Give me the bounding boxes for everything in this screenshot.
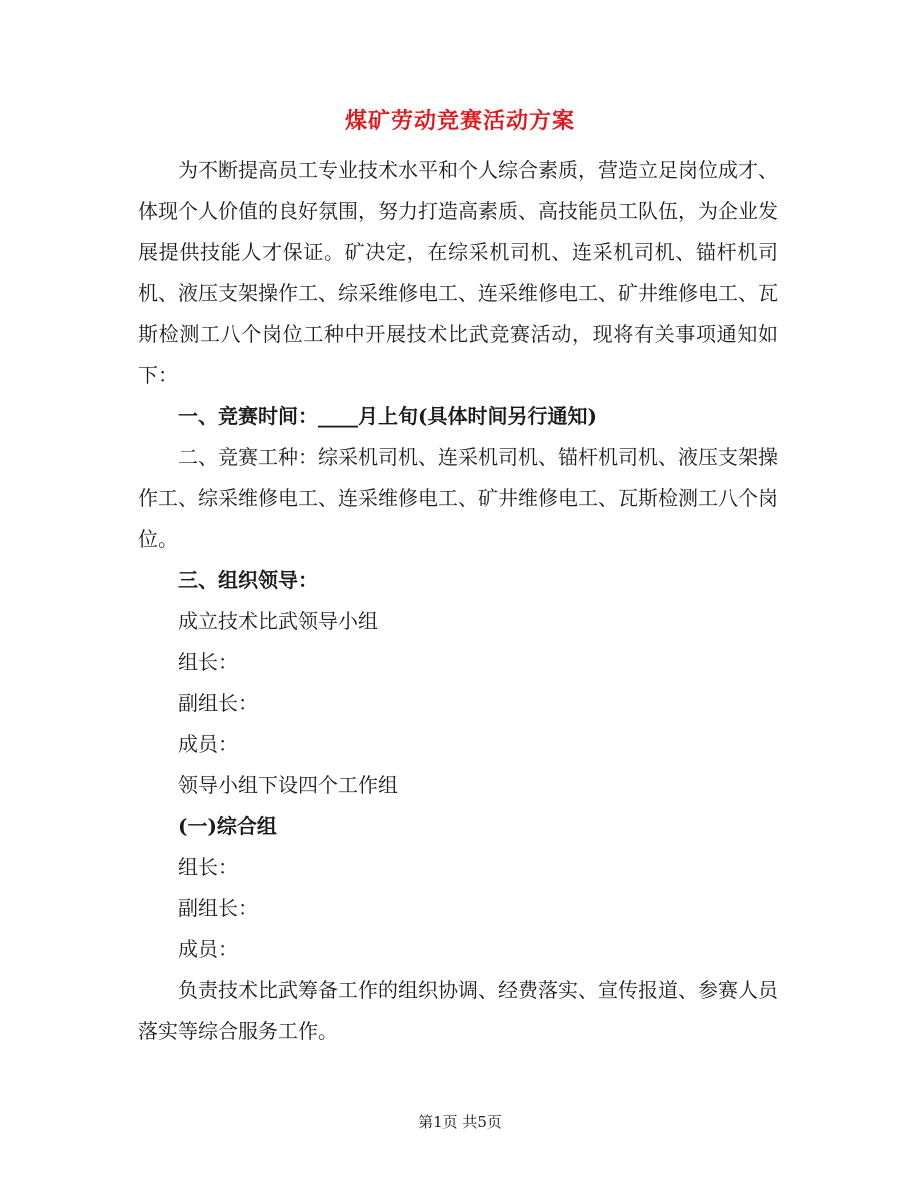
group1-heading: (一)综合组 (178, 814, 277, 838)
leading-group-line: 成立技术比武领导小组 (178, 609, 378, 633)
intro-paragraph: 为不断提高员工专业技术水平和个人综合素质，营造立足岗位成才、体现个人价值的良好氛围，努力打造高素质、高技能员工队伍，为企业发展提供技能人才保证。矿决定，在综采机司机、连采机司机、锚杆机司机、液压支架操作工、综采维修电工、连采维修电工、矿井维修电工、瓦斯检测工八个岗位工种中开展技术比武竞赛活动，现将有关事项通知如下： (138, 158, 778, 387)
work-groups-line: 领导小组下设四个工作组 (178, 773, 398, 797)
document-body (138, 150, 778, 1052)
page-number-footer: 第1页 共5页 (418, 1113, 502, 1131)
group1-deputy-line: 副组长： (178, 896, 258, 920)
group1-members-line: 成员： (178, 937, 238, 961)
deputy-leader-line: 副组长： (178, 691, 258, 715)
section-organization: 三、组织领导： (178, 568, 318, 592)
document-title: 煤矿劳动竞赛活动方案 (344, 108, 575, 134)
section-competition-time: 一、竞赛时间：____月上旬(具体时间另行通知) (178, 404, 597, 428)
members-line: 成员： (178, 732, 238, 756)
section-competition-types: 二、竞赛工种：综采机司机、连采机司机、锚杆机司机、液压支架操作工、综采维修电工、连采维修电工、矿井维修电工、瓦斯检测工八个岗位。 (138, 445, 778, 551)
group1-duty-paragraph: 负责技术比武筹备工作的组织协调、经费落实、宣传报道、参赛人员落实等综合服务工作。 (138, 978, 778, 1043)
leader-line: 组长： (178, 650, 238, 674)
group1-leader-line: 组长： (178, 855, 238, 879)
